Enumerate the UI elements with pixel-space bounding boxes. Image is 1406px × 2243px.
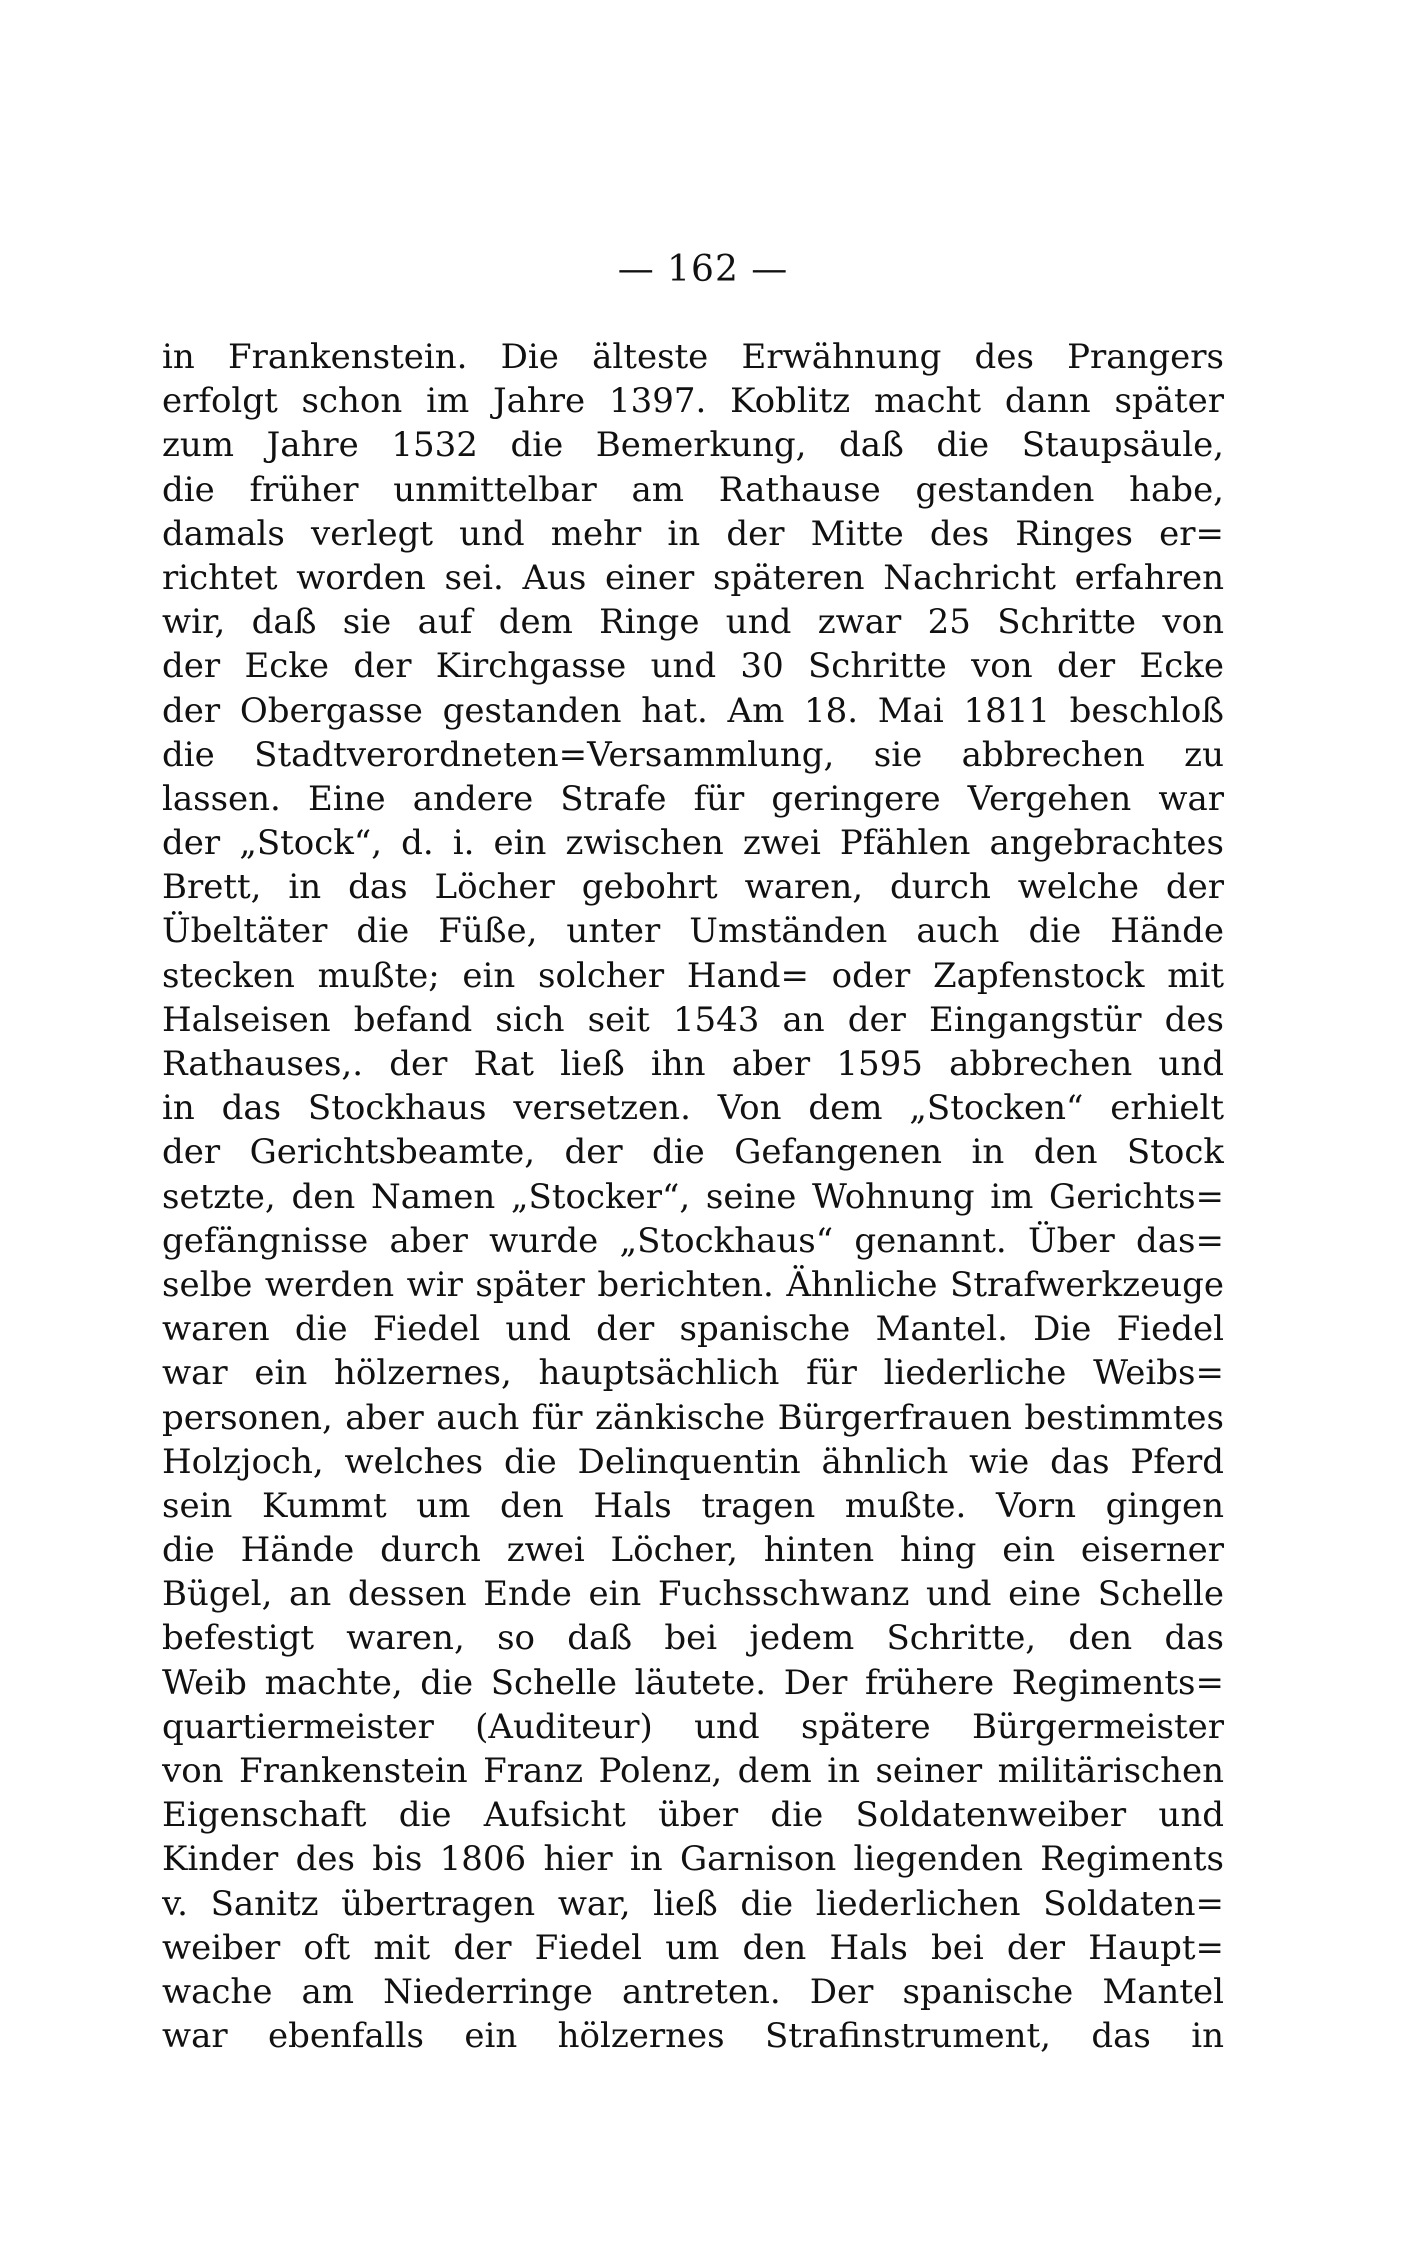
text-line: selbe werden wir später berichten. Ähnliche Strafwerkzeuge	[162, 1264, 1224, 1305]
text-line: Brett, in das Löcher gebohrt waren, durch welche der	[162, 867, 1224, 908]
text-line: sein Kummt um den Hals tragen mußte. Vorn gingen	[162, 1485, 1224, 1526]
text-line: Holzjoch, welches die Delinquentin ähnlich wie das Pferd	[162, 1441, 1224, 1482]
text-line: richtet worden sei. Aus einer späteren Nachricht erfahren	[162, 557, 1224, 598]
text-line: von Frankenstein Franz Polenz, dem in seiner militärischen	[162, 1751, 1224, 1791]
text-line: stecken mußte; ein solcher Hand= oder Zapfenstock mit	[162, 955, 1224, 996]
text-line: Halseisen befand sich seit 1543 an der Eingangstür des	[162, 999, 1224, 1040]
text-line: in das Stockhaus versetzen. Von dem „Stocken“ erhielt	[162, 1088, 1224, 1129]
text-line: der Obergasse gestanden hat. Am 18. Mai 1811 beschloß	[162, 690, 1224, 731]
text-line: Rathauses,. der Rat ließ ihn aber 1595 abbrechen und	[162, 1044, 1224, 1084]
text-line: quartiermeister (Auditeur) und spätere Bürgermeister	[162, 1706, 1224, 1747]
text-line: die früher unmittelbar am Rathause gestanden habe,	[162, 469, 1224, 510]
text-line: waren die Fiedel und der spanische Mantel. Die Fiedel	[162, 1309, 1224, 1350]
text-line: in Frankenstein. Die älteste Erwähnung des Prangers	[162, 337, 1224, 377]
text-line: der Ecke der Kirchgasse und 30 Schritte von der Ecke	[162, 646, 1224, 687]
text-line: die Stadtverordneten=Versammlung, sie abbrechen zu	[162, 734, 1224, 775]
text-line: die Hände durch zwei Löcher, hinten hing ein eiserner	[162, 1530, 1224, 1571]
text-line: gefängnisse aber wurde „Stockhaus“ genannt. Über das=	[162, 1220, 1224, 1261]
text-line: Bügel, an dessen Ende ein Fuchsschwanz und eine Schelle	[162, 1574, 1224, 1615]
text-line: befestigt waren, so daß bei jedem Schritte, den das	[162, 1618, 1224, 1659]
text-line: zum Jahre 1532 die Bemerkung, daß die Staupsäule,	[162, 425, 1224, 466]
text-line: der Gerichtsbeamte, der die Gefangenen in den Stock	[162, 1132, 1224, 1173]
text-line: Kinder des bis 1806 hier in Garnison liegenden Regiments	[162, 1839, 1224, 1880]
body-text	[162, 335, 1224, 2058]
text-line: damals verlegt und mehr in der Mitte des Ringes er=	[162, 513, 1224, 554]
text-line: erfolgt schon im Jahre 1397. Koblitz macht dann später	[162, 381, 1224, 422]
text-line: der „Stock“, d. i. ein zwischen zwei Pfählen angebrachtes	[162, 823, 1224, 864]
text-line: Eigenschaft die Aufsicht über die Soldatenweiber und	[162, 1795, 1224, 1836]
text-line: war ein hölzernes, hauptsächlich für liederliche Weibs=	[162, 1353, 1224, 1394]
text-line: wir, daß sie auf dem Ringe und zwar 25 Schritte von	[162, 602, 1224, 643]
text-line: weiber oft mit der Fiedel um den Hals bei der Haupt=	[162, 1927, 1224, 1968]
text-line: personen, aber auch für zänkische Bürgerfrauen bestimmtes	[162, 1397, 1224, 1438]
text-line: war ebenfalls ein hölzernes Strafinstrument, das in	[162, 2016, 1224, 2057]
page-number: — 162 —	[617, 249, 789, 290]
text-line: lassen. Eine andere Strafe für geringere Vergehen war	[162, 778, 1224, 819]
text-line: setzte, den Namen „Stocker“, seine Wohnung im Gerichts=	[162, 1176, 1224, 1217]
text-line: wache am Niederringe antreten. Der spanische Mantel	[162, 1971, 1224, 2012]
text-line: Weib machte, die Schelle läutete. Der frühere Regiments=	[162, 1662, 1224, 1703]
text-line: Übeltäter die Füße, unter Umständen auch die Hände	[162, 911, 1224, 952]
text-line: v. Sanitz übertragen war, ließ die liederlichen Soldaten=	[162, 1883, 1224, 1924]
